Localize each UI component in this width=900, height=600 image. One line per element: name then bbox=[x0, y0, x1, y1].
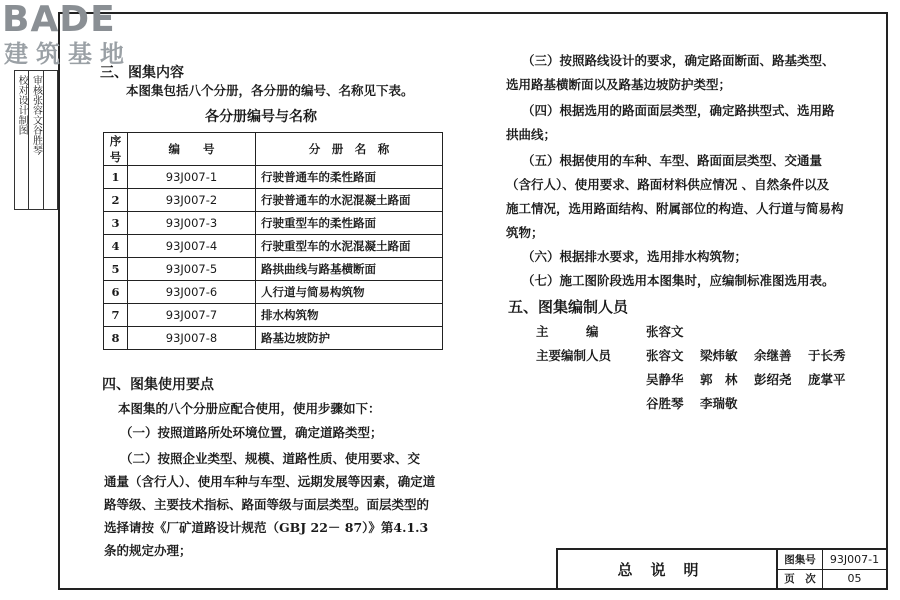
row-code: 93J007-2 bbox=[128, 189, 256, 212]
step2-line4: 选择请按《厂矿道路设计规范（GBJ 22－ 87）》第4.1.3 bbox=[104, 520, 429, 535]
row-name: 行驶重型车的水泥混凝土路面 bbox=[256, 235, 443, 258]
signature-char: 设 bbox=[16, 95, 28, 105]
table-row bbox=[104, 189, 443, 212]
editor-name: 余继善 bbox=[754, 348, 792, 363]
step2-line1: （二）按照企业类型、规模、道路性质、使用要求、交 bbox=[120, 451, 421, 466]
row-no: 2 bbox=[104, 189, 128, 212]
drawing-title: 总说明 bbox=[558, 550, 778, 588]
page-number-label: 页 次 bbox=[778, 570, 823, 589]
table-row bbox=[104, 212, 443, 235]
signature-char: 谷 bbox=[30, 125, 42, 135]
section3-title: 三、图集内容 bbox=[100, 65, 184, 81]
atlas-number-label: 图集号 bbox=[778, 550, 823, 569]
chief-editor-name: 张容文 bbox=[646, 324, 684, 339]
table-row bbox=[104, 235, 443, 258]
page-number-value: 05 bbox=[847, 572, 862, 586]
section3-intro: 本图集包括八个分册，各分册的编号、名称见下表。 bbox=[126, 83, 414, 98]
step5-line4: 筑物； bbox=[506, 225, 544, 240]
row-code: 93J007-8 bbox=[128, 327, 256, 350]
step2-line2: 通量（含行人）、使用车种与车型、远期发展等因素，确定道 bbox=[104, 474, 436, 489]
editor-name: 张容文 bbox=[646, 348, 684, 363]
row-name: 路基边坡防护 bbox=[256, 327, 443, 350]
row-name: 行驶重型车的柔性路面 bbox=[256, 212, 443, 235]
row-code: 93J007-4 bbox=[128, 235, 256, 258]
signature-char: 审 bbox=[30, 75, 42, 85]
signature-col-roles bbox=[15, 71, 29, 209]
watermark-bottom-text: 建筑基地 bbox=[4, 40, 132, 68]
row-no: 7 bbox=[104, 304, 128, 327]
step7-text: （七）施工图阶段选用本图集时，应编制标准图选用表。 bbox=[522, 273, 835, 288]
row-code: 93J007-6 bbox=[128, 281, 256, 304]
editor-name: 李瑞敬 bbox=[700, 396, 738, 411]
row-name: 行驶普通车的柔性路面 bbox=[256, 166, 443, 189]
header-no: 序号 bbox=[104, 133, 128, 166]
row-no: 5 bbox=[104, 258, 128, 281]
section5-title: 五、图集编制人员 bbox=[508, 298, 629, 316]
volume-table-title: 各分册编号与名称 bbox=[205, 109, 317, 125]
signature-char: 校 bbox=[16, 75, 28, 85]
step6-text: （六）根据排水要求，选用排水构筑物； bbox=[522, 249, 748, 264]
signature-strip bbox=[14, 70, 58, 210]
watermark-logo bbox=[2, 2, 152, 70]
signature-col-blank bbox=[44, 71, 57, 209]
editor-name: 谷胜琴 bbox=[646, 396, 684, 411]
signature-char: 张 bbox=[30, 95, 42, 105]
row-no: 1 bbox=[104, 166, 128, 189]
row-no: 4 bbox=[104, 235, 128, 258]
signature-char: 琴 bbox=[30, 145, 42, 155]
row-code: 93J007-7 bbox=[128, 304, 256, 327]
header-code: 编 号 bbox=[128, 133, 256, 166]
editor-name: 郭 林 bbox=[700, 372, 738, 387]
table-row bbox=[104, 327, 443, 350]
editor-name: 梁炜敏 bbox=[700, 348, 738, 363]
table-row bbox=[104, 281, 443, 304]
row-name: 人行道与简易构筑物 bbox=[256, 281, 443, 304]
signature-char: 制 bbox=[16, 115, 28, 125]
atlas-number-row bbox=[778, 550, 886, 570]
table-row bbox=[104, 304, 443, 327]
editor-name: 庞掌平 bbox=[808, 372, 846, 387]
signature-char: 容 bbox=[30, 105, 42, 115]
row-no: 3 bbox=[104, 212, 128, 235]
signature-col-names bbox=[29, 71, 43, 209]
row-code: 93J007-3 bbox=[128, 212, 256, 235]
volume-table-header bbox=[104, 133, 443, 166]
editor-name: 彭绍尧 bbox=[754, 372, 792, 387]
signature-char: 计 bbox=[16, 105, 28, 115]
chief-editor-label: 主 编 bbox=[536, 324, 599, 339]
row-name: 路拱曲线与路基横断面 bbox=[256, 258, 443, 281]
step1-text: （一）按照道路所处环境位置，确定道路类型； bbox=[120, 425, 383, 440]
section4-title: 四、图集使用要点 bbox=[102, 377, 214, 393]
signature-char: 核 bbox=[30, 85, 42, 95]
row-code: 93J007-5 bbox=[128, 258, 256, 281]
volume-table bbox=[103, 132, 443, 350]
step5-line3: 施工情况，选用路面结构、附属部位的构造、人行道与简易构 bbox=[506, 201, 844, 216]
step4-line2: 拱曲线； bbox=[506, 127, 557, 142]
row-code: 93J007-1 bbox=[128, 166, 256, 189]
signature-char: 胜 bbox=[30, 135, 42, 145]
step3-line1: （三）按照路线设计的要求，确定路面断面、路基类型、 bbox=[522, 53, 835, 68]
row-name: 排水构筑物 bbox=[256, 304, 443, 327]
step5-line1: （五）根据使用的车种、车型、路面面层类型、交通量 bbox=[522, 153, 823, 168]
table-row bbox=[104, 258, 443, 281]
editor-name: 于长秀 bbox=[808, 348, 846, 363]
table-row bbox=[104, 166, 443, 189]
step3-line2: 选用路基横断面以及路基边坡防护类型； bbox=[506, 77, 732, 92]
title-block bbox=[556, 548, 886, 588]
page-number-row bbox=[778, 570, 886, 589]
row-no: 8 bbox=[104, 327, 128, 350]
signature-char: 图 bbox=[16, 125, 28, 135]
step5-line2: （含行人）、使用要求、路面材料供应情况 、自然条件以及 bbox=[506, 177, 830, 192]
watermark-top-text: BADE bbox=[2, 0, 116, 40]
title-block-info bbox=[778, 550, 886, 588]
step2-line5: 条的规定办理； bbox=[104, 543, 192, 558]
step2-line3: 路等级、主要技术指标、路面等级与面层类型。面层类型的 bbox=[104, 497, 430, 512]
atlas-number-value: 93J007-1 bbox=[829, 552, 880, 566]
editors-label: 主要编制人员 bbox=[536, 348, 612, 363]
signature-char: 对 bbox=[16, 85, 28, 95]
signature-char: 文 bbox=[30, 115, 42, 125]
step4-line1: （四）根据选用的路面面层类型，确定路拱型式、选用路 bbox=[522, 103, 835, 118]
section4-intro: 本图集的八个分册应配合使用，使用步骤如下： bbox=[118, 401, 381, 416]
row-no: 6 bbox=[104, 281, 128, 304]
row-name: 行驶普通车的水泥混凝土路面 bbox=[256, 189, 443, 212]
editor-name: 吴静华 bbox=[646, 372, 684, 387]
header-name: 分 册 名 称 bbox=[256, 133, 443, 166]
